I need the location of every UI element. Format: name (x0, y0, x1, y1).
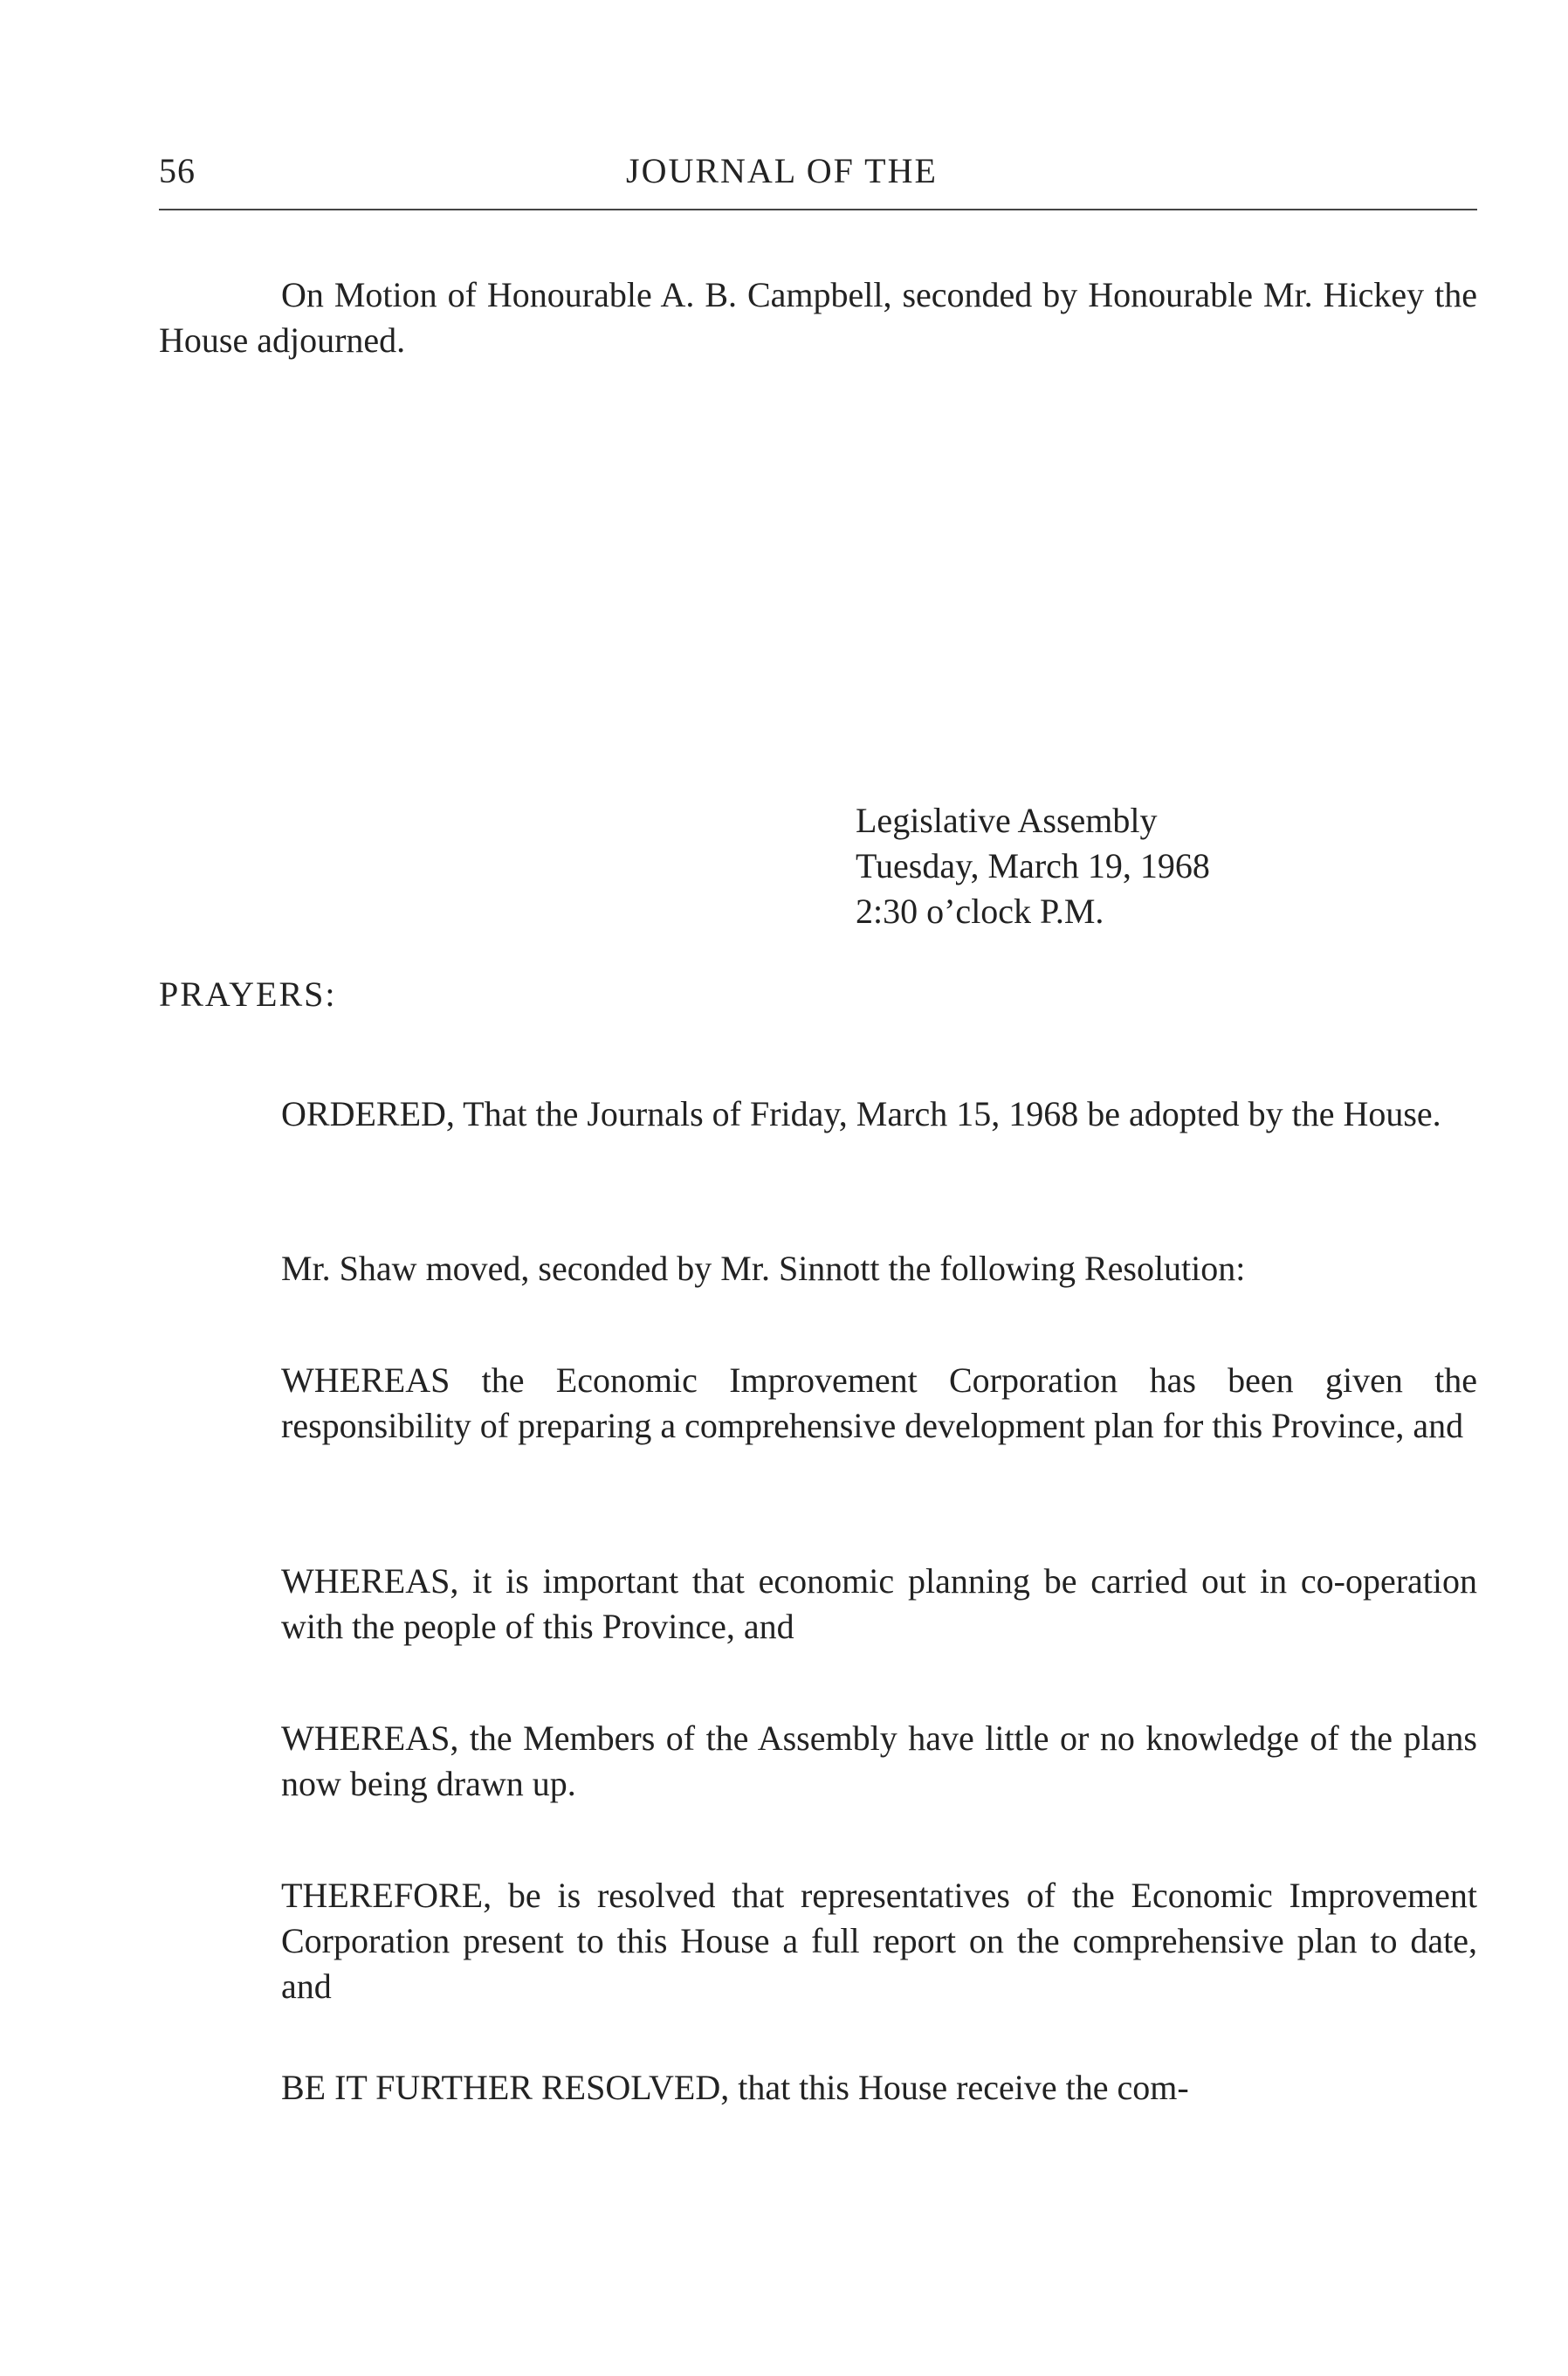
running-head: JOURNAL OF THE (626, 151, 938, 190)
motion-paragraph: Mr. Shaw moved, seconded by Mr. Sinnott the following Resolution: (281, 1249, 1246, 1288)
ordered-paragraph: ORDERED, That the Journals of Friday, March 15, 1968 be adopted by the House. (281, 1094, 1441, 1133)
whereas-clause-3: WHEREAS, the Members of the Assembly have little or no knowledge of the plans now being drawn up. (281, 1718, 1477, 1803)
whereas-clause-1: WHEREAS the Economic Improvement Corporation has been given the responsibility of preparing a comprehensive development plan for this Province, and (281, 1360, 1477, 1445)
page-header (159, 150, 1477, 203)
page-number: 56 (159, 151, 196, 190)
therefore-clause: THEREFORE, be is resolved that representatives of the Economic Improvement Corporation present to this House a full report on the comprehensive plan to date, and (281, 1876, 1477, 2006)
sitting-dateline (856, 798, 1210, 934)
dateline-time: 2:30 o’clock P.M. (856, 892, 1104, 931)
prayers-heading: PRAYERS: (159, 975, 337, 1014)
header-rule (159, 209, 1477, 210)
dateline-date: Tuesday, March 19, 1968 (856, 846, 1210, 885)
dateline-assembly: Legislative Assembly (856, 801, 1158, 840)
further-resolved-clause: BE IT FURTHER RESOLVED, that this House receive the com- (281, 2068, 1189, 2107)
whereas-clause-2: WHEREAS, it is important that economic planning be carried out in co-operation with the people of this Province, and (281, 1561, 1477, 1646)
adjournment-paragraph: On Motion of Honourable A. B. Campbell, seconded by Honourable Mr. Hickey the House adjourned. (159, 275, 1477, 360)
